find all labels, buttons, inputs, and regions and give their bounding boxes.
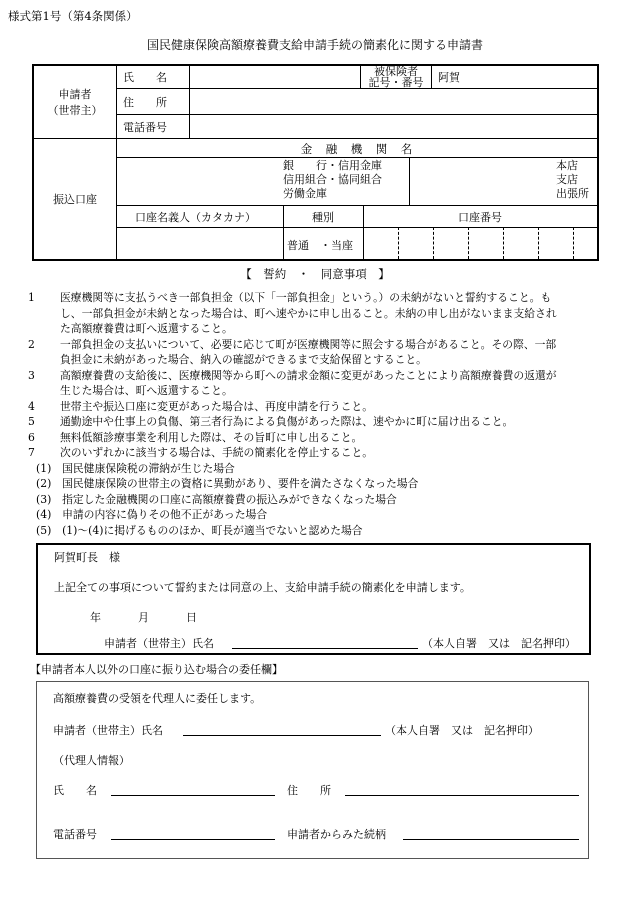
delegation-signer-field[interactable] [183,735,381,736]
applicant-sub-label: （世帯主） [47,104,103,117]
branch-1: 本店 [556,159,578,172]
pledge-item-number: 7 [28,446,35,459]
account-type-value[interactable]: 普通 ・当座 [287,239,353,252]
transfer-label: 振込口座 [33,139,117,261]
form-number: 様式第1号（第4条関係） [8,9,138,23]
pledge-item-number: 4 [28,399,35,413]
signer-label: 申請者（世帯主）氏名 [104,637,214,650]
delegation-heading: 【申請者本人以外の口座に振り込む場合の委任欄】 [30,663,283,676]
pledge-item-text: 生じた場合は、町へ返還すること。 [60,384,233,397]
pledge-sub-item: (1) 国民健康保険税の滞納が生じた場合 [36,461,235,475]
holder-field[interactable] [117,227,283,259]
branch-types [556,159,589,201]
proxy-relation-label: 申請者からみた続柄 [287,828,386,841]
name-label: 氏 名 [117,65,190,89]
pledge-sub-item: (5) (1)～(4)に掲げるもののほか、町長が適当でないと認めた場合 [36,523,363,537]
pledge-item-text: 一部負担金の支払いについて、必要に応じて町が医療機関等に照会する場合があること。その際、一部 [60,337,557,351]
pledge-item-text: た高額療養費は町へ返還すること。 [60,322,233,335]
declaration-statement: 上記全ての事項について誓約または同意の上、支給申請手続の簡素化を申請します。 [54,581,471,594]
phone-field[interactable] [190,115,599,139]
declaration-box [36,543,591,655]
addressee: 阿賀町長 様 [54,551,120,564]
pledge-sub-item: (2) 国民健康保険の世帯主の資格に異動があり、要件を満たさなくなった場合 [36,477,419,490]
address-field[interactable] [190,89,599,115]
pledge-item-text: 無料低額診療事業を利用した際は、その旨町に申し出ること。 [60,430,363,444]
delegation-statement: 高額療養費の受領を代理人に委任します。 [53,692,262,705]
phone-label: 電話番号 [117,115,190,139]
bank-types [283,159,382,201]
insured-label-2: 記号・番号 [368,76,424,89]
delegation-sign-note: （本人自署 又は 記名押印） [385,724,539,737]
branch-3: 出張所 [556,187,589,200]
insured-label-1: 被保険者 [374,65,418,78]
account-no-label: 口座番号 [458,211,502,224]
proxy-phone-label: 電話番号 [53,828,97,841]
pledge-item [28,368,608,384]
pledge-sub-item: (4) 申請の内容に偽りその他不正があった場合 [36,508,268,521]
proxy-name-field[interactable] [111,795,275,796]
bank-type-2: 信用組合・協同組合 [283,173,382,186]
sign-note: （本人自署 又は 記名押印） [422,637,576,650]
date-day-label: 日 [186,611,197,624]
address-label: 住 所 [117,89,190,115]
pledge-item-text: 負担金に未納があった場合、納入の確認ができるまで支給保留とすること。 [60,353,427,366]
pledge-list [28,290,608,538]
delegation-signer-label: 申請者（世帯主）氏名 [53,724,163,737]
proxy-info-label: （代理人情報） [53,754,130,767]
pledge-item [28,337,608,353]
proxy-address-field[interactable] [345,795,579,796]
pledge-item-text: 高額療養費の支給後に、医療機関等から町への請求金額に変更があったことにより高額療養費の返還が [60,368,557,382]
proxy-relation-field[interactable] [403,839,579,840]
pledge-item-text: 医療機関等に支払うべき一部負担金（以下「一部負担金」という。）の未納がないと誓約すること。も [60,291,552,304]
branch-2: 支店 [556,173,578,186]
holder-label: 口座名義人（カタカナ） [135,211,256,224]
date-year-label: 年 [90,611,101,624]
pledge-item [28,383,608,399]
bank-cell [117,139,599,261]
type-label: 種別 [312,211,334,224]
proxy-phone-field[interactable] [111,839,275,840]
pledge-item [28,290,608,306]
pledge-item-text: し、一部負担金が未納となった場合は、町へ速やかに申し出ること。未納の申し出がないまま支給され [60,306,557,320]
bank-header: 金 融 機 関 名 [300,142,414,156]
proxy-name-label: 氏 名 [53,784,97,797]
pledge-item-number: 3 [28,368,35,382]
pledge-item [28,306,608,322]
date-month-label: 月 [138,611,149,624]
insured-value: 阿賀 [438,71,460,84]
pledge-heading: 【 誓約 ・ 同意事項 】 [240,267,390,281]
pledge-item-text: 次のいずれかに該当する場合は、手続の簡素化を停止すること。 [60,446,374,459]
signer-name-field[interactable] [232,648,418,649]
delegation-box [36,681,589,859]
pledge-item [28,321,608,337]
pledge-item-number: 2 [28,337,35,351]
pledge-item [28,399,608,415]
name-field[interactable] [190,65,361,89]
applicant-cell [33,65,117,139]
pledge-item [28,414,608,430]
page-title: 国民健康保険高額療養費支給申請手続の簡素化に関する申請書 [146,38,483,52]
pledge-item-number: 6 [28,430,35,444]
bank-type-3: 労働金庫 [283,187,327,200]
pledge-item-text: 世帯主や振込口座に変更があった場合は、再度申請を行うこと。 [60,399,373,413]
pledge-item-number: 1 [28,291,35,304]
pledge-item-number: 5 [28,415,35,428]
pledge-item-text: 通勤途中や仕事上の負傷、第三者行為による負傷があった際は、速やかに町に届け出ること。 [60,415,514,428]
applicant-table [32,64,599,261]
applicant-label: 申請者 [58,88,92,101]
pledge-item [28,430,608,446]
pledge-item [28,445,608,461]
pledge-item [28,352,608,368]
bank-type-1: 銀 行・信用金庫 [283,159,382,172]
insured-label-cell [361,65,432,89]
insured-number-field[interactable] [432,65,599,89]
proxy-address-label: 住 所 [287,784,331,797]
pledge-sub-item: (3) 指定した金融機関の口座に高額療養費の振込みができなくなった場合 [36,492,397,506]
